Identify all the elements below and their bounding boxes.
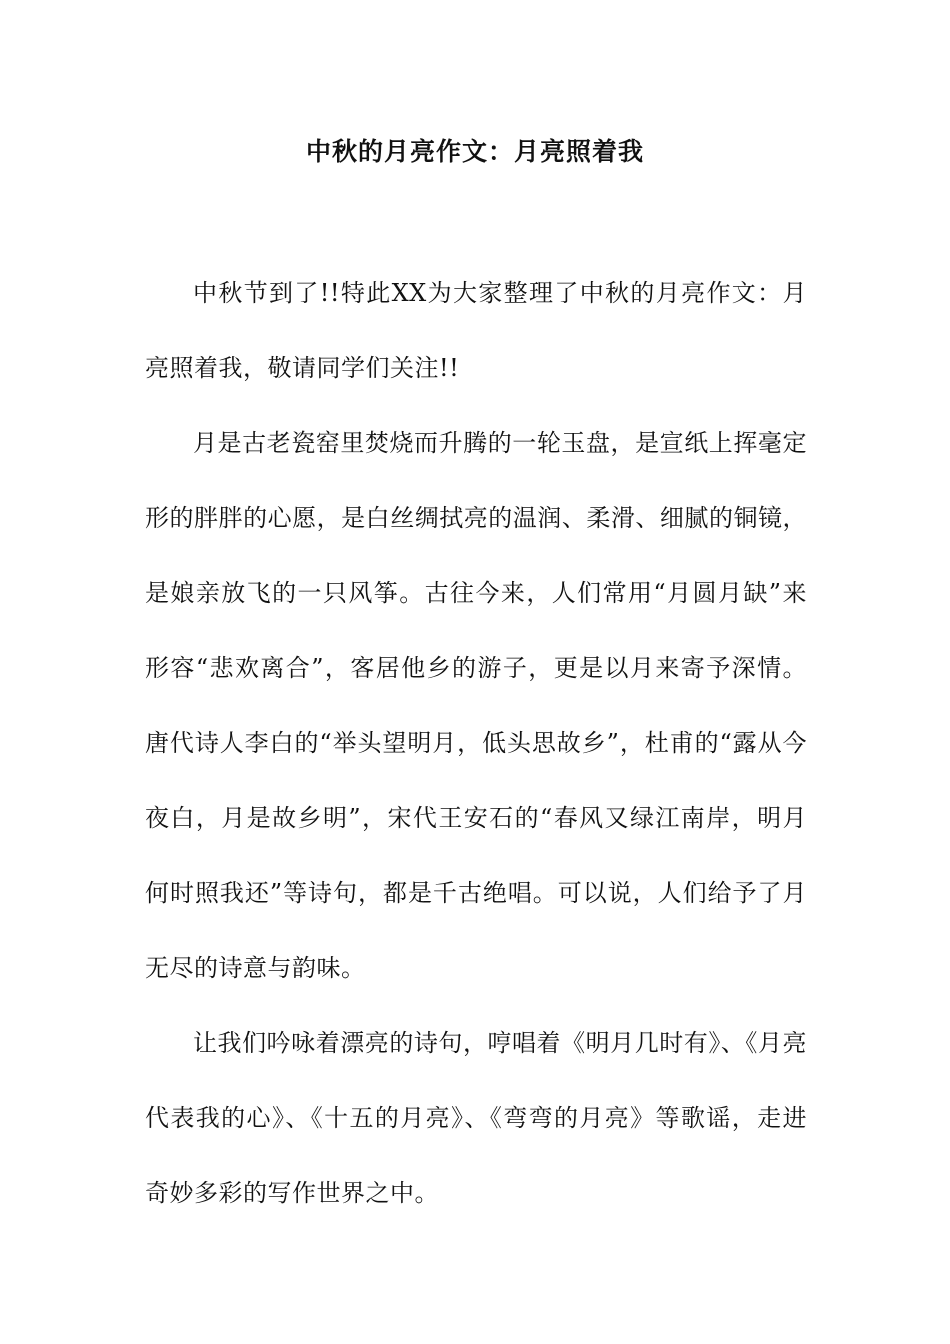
paragraph-moon-poetry: 月是古老瓷窑里焚烧而升腾的一轮玉盘，是宣纸上挥毫定形的胖胖的心愿，是白丝绸拭亮的温润、柔滑、细腻的铜镜，是娘亲放飞的一只风筝。古往今来，人们常用“月圆月缺”来形容“悲欢离合”，客居他乡的游子，更是以月来寄予深情。唐代诗人李白的“举头望明月，低头思故乡”，杜甫的“露从今夜白，月是故乡明”，宋代王安石的“春风又绿江南岸，明月何时照我还”等诗句，都是千古绝唱。可以说，人们给予了月无尽的诗意与韵味。 <box>145 429 807 982</box>
paragraph-intro: 中秋节到了!!特此XX为大家整理了中秋的月亮作文：月亮照着我，敬请同学们关注!! <box>145 279 807 382</box>
document-body <box>145 256 807 1231</box>
paragraph-songs: 让我们吟咏着漂亮的诗句，哼唱着《明月几时有》、《月亮代表我的心》、《十五的月亮》、《弯弯的月亮》等歌谣，走进奇妙多彩的写作世界之中。 <box>145 1029 807 1207</box>
document-title: 中秋的月亮作文：月亮照着我 <box>305 137 644 166</box>
